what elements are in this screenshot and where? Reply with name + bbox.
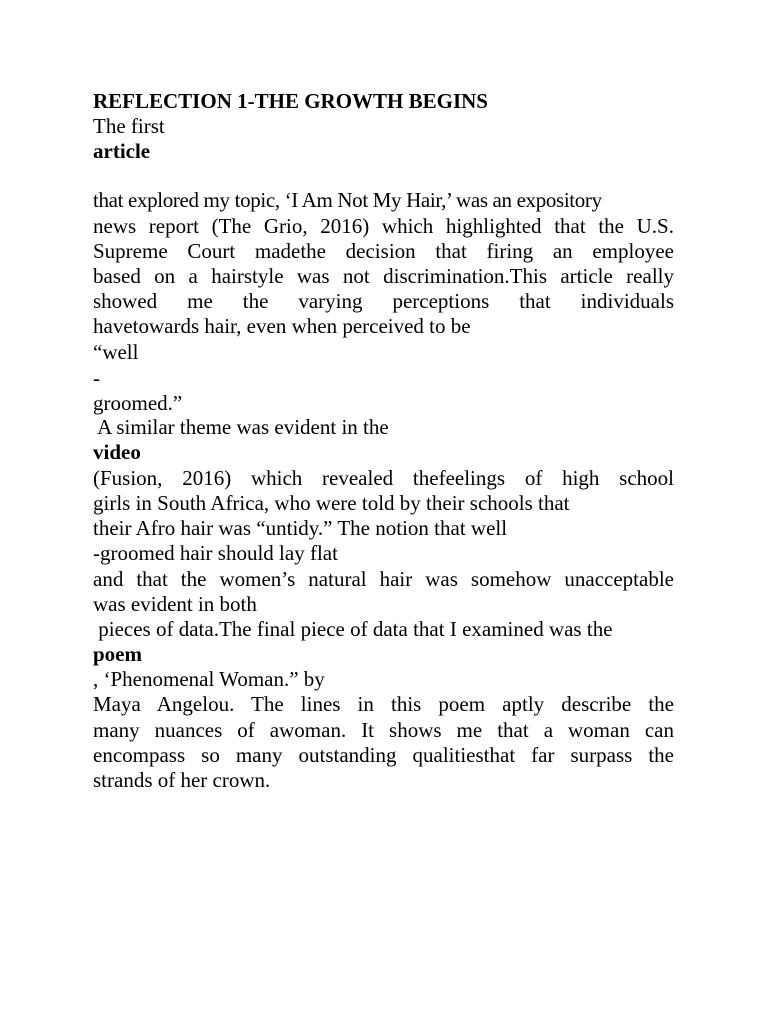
keyword-poem: poem [93,642,142,666]
text-line: strands of her crown. [93,768,271,792]
text-line: Maya Angelou. The lines in this poem aptly describe the [93,692,674,716]
text-line: , ‘Phenomenal Woman.” by [93,667,325,691]
text-line: A similar theme was evident in the [93,415,389,439]
text-line: -groomed hair should lay flat [93,541,338,565]
text-line: pieces of data.The final piece of data that I examined was the [93,617,613,641]
text-line: (Fusion, 2016) which revealed thefeelings of high school [93,466,674,490]
keyword-video: video [93,440,141,464]
text-line: that explored my topic, ‘I Am Not My Hair,’ was an expository [93,188,602,212]
text-line: was evident in both [93,592,257,616]
page-title: REFLECTION 1-THE GROWTH BEGINS [93,89,488,113]
text-line: showed me the varying perceptions that individuals [93,289,674,313]
text-line: “well [93,340,139,364]
text-line: many nuances of awoman. It shows me that a woman can [93,718,674,742]
text-line: groomed.” [93,391,183,415]
text-line: Supreme Court madethe decision that firing an employee [93,239,674,263]
text-line: and that the women’s natural hair was somehow unacceptable [93,567,674,591]
text-line: encompass so many outstanding qualitiesthat far surpass the [93,743,674,767]
text-line: The first [93,114,165,138]
text-line: their Afro hair was “untidy.” The notion that well [93,516,508,540]
text-line: girls in South Africa, who were told by their schools that [93,491,570,515]
text-line: - [93,366,100,390]
keyword-article: article [93,139,151,163]
text-line: havetowards hair, even when perceived to be [93,314,471,338]
text-line: news report (The Grio, 2016) which highlighted that the U.S. [93,214,674,238]
text-line: based on a hairstyle was not discrimination.This article really [93,264,674,288]
